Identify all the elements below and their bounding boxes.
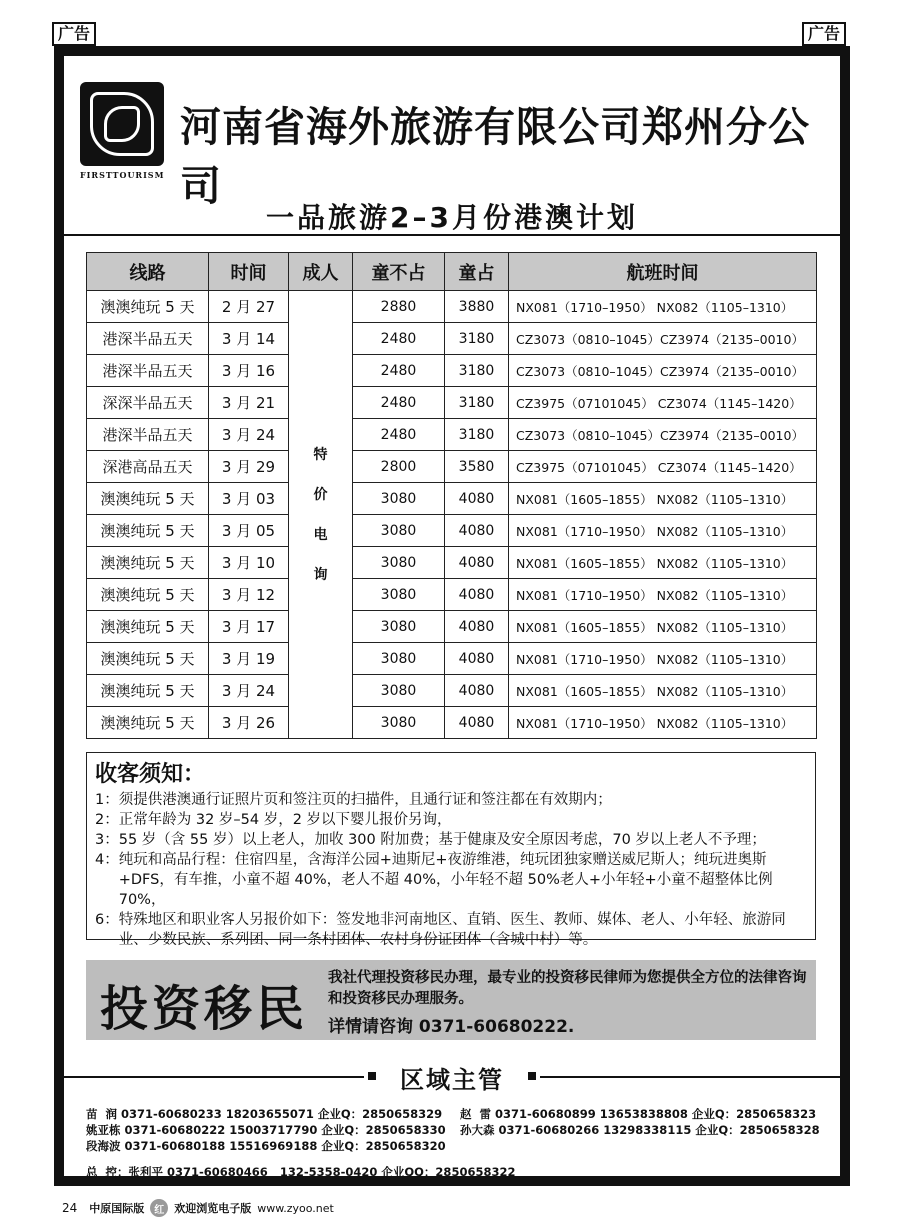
child-nobed-price-cell: 2480 [353, 355, 445, 387]
ad-frame [54, 46, 850, 1186]
table-row [87, 451, 817, 483]
child-nobed-price-cell: 3080 [353, 547, 445, 579]
flight-cell: NX081（1710–1950） NX082（1105–1310） [509, 291, 817, 323]
footer-welcome: 欢迎浏览电子版 [174, 1202, 252, 1215]
booking-notice [86, 752, 816, 948]
notice-item [95, 910, 807, 950]
route-cell: 澳澳纯玩 5 天 [87, 579, 209, 611]
notice-item-number: 1： [95, 792, 119, 808]
date-cell: 3 月 19 [209, 643, 289, 675]
table-row [87, 707, 817, 739]
route-cell: 澳澳纯玩 5 天 [87, 643, 209, 675]
flight-cell: NX081（1710–1950） NX082（1105–1310） [509, 515, 817, 547]
flight-cell: NX081（1605–1855） NX082（1105–1310） [509, 483, 817, 515]
region-header [64, 1058, 840, 1094]
child-nobed-price-cell: 3080 [353, 643, 445, 675]
special-char: 特 [313, 446, 328, 463]
table-row [87, 483, 817, 515]
table-row [87, 291, 817, 323]
child-nobed-price-cell: 3080 [353, 579, 445, 611]
table-row [87, 643, 817, 675]
special-char: 价 [313, 486, 328, 503]
child-nobed-price-cell: 2800 [353, 451, 445, 483]
child-bed-price-cell: 4080 [445, 515, 509, 547]
child-bed-price-cell: 3580 [445, 451, 509, 483]
notice-item-text: 55 岁（含 55 岁）以上老人，加收 300 附加费；基于健康及安全原因考虑，70 岁以上老人不予理； [118, 832, 766, 848]
route-cell: 深港高品五天 [87, 451, 209, 483]
route-cell: 深深半品五天 [87, 387, 209, 419]
child-bed-price-cell: 3180 [445, 419, 509, 451]
date-cell: 3 月 29 [209, 451, 289, 483]
child-bed-price-cell: 3880 [445, 291, 509, 323]
page-footer [62, 1196, 334, 1220]
table-row [87, 419, 817, 451]
ad-tag-right: 广告 [802, 22, 846, 46]
route-cell: 澳澳纯玩 5 天 [87, 515, 209, 547]
notice-item-number: 4： [95, 852, 119, 868]
child-bed-price-cell: 4080 [445, 483, 509, 515]
investment-immigration-banner [86, 960, 816, 1040]
date-cell: 3 月 10 [209, 547, 289, 579]
flight-cell: NX081（1605–1855） NX082（1105–1310） [509, 547, 817, 579]
flight-cell: NX081（1605–1855） NX082（1105–1310） [509, 611, 817, 643]
header-child-bed: 童占 [445, 253, 509, 291]
child-nobed-price-cell: 3080 [353, 707, 445, 739]
route-cell: 澳澳纯玩 5 天 [87, 483, 209, 515]
child-bed-price-cell: 4080 [445, 707, 509, 739]
plan-title: 一品旅游2–3月份港澳计划 [266, 201, 638, 234]
route-cell: 澳澳纯玩 5 天 [87, 611, 209, 643]
table-row [87, 355, 817, 387]
contact-row [86, 1106, 826, 1122]
edition-name: 中原国际版 [89, 1202, 145, 1215]
route-cell: 港深半品五天 [87, 355, 209, 387]
table-row [87, 675, 817, 707]
child-bed-price-cell: 3180 [445, 355, 509, 387]
child-nobed-price-cell: 2480 [353, 419, 445, 451]
page-number: 24 [62, 1201, 78, 1215]
date-cell: 3 月 21 [209, 387, 289, 419]
notice-item [95, 790, 807, 810]
footer-url[interactable]: www.zyoo.net [257, 1201, 334, 1215]
header-adult: 成人 [289, 253, 353, 291]
flight-cell: CZ3073（0810–1045）CZ3974（2135–0010） [509, 419, 817, 451]
contact-list [86, 1106, 826, 1180]
child-bed-price-cell: 3180 [445, 387, 509, 419]
special-char: 电 [313, 526, 328, 543]
contact-row [86, 1122, 826, 1138]
header-date: 时间 [209, 253, 289, 291]
notice-item-number: 6： [95, 912, 119, 928]
child-nobed-price-cell: 3080 [353, 483, 445, 515]
seal-icon: 红 [150, 1199, 168, 1217]
divider [64, 234, 840, 236]
flight-cell: CZ3975（07101045） CZ3074（1145–1420） [509, 387, 817, 419]
date-cell: 3 月 26 [209, 707, 289, 739]
contact-entry: 孙大森 0371-60680266 13298338115 企业Q：2850658328 [460, 1123, 820, 1137]
date-cell: 3 月 03 [209, 483, 289, 515]
child-bed-price-cell: 3180 [445, 323, 509, 355]
table-row [87, 323, 817, 355]
notice-item-number: 2： [95, 812, 119, 828]
contact-entry: 段海波 0371-60680188 15516969188 企业Q：2850658320 [86, 1139, 446, 1153]
contact-entry: 姚亚栋 0371-60680222 15003717790 企业Q：2850658330 [86, 1123, 446, 1137]
route-cell: 澳澳纯玩 5 天 [87, 707, 209, 739]
date-cell: 3 月 24 [209, 675, 289, 707]
route-cell: 港深半品五天 [87, 419, 209, 451]
route-cell: 港深半品五天 [87, 323, 209, 355]
adult-price-special [289, 291, 353, 739]
table-row [87, 579, 817, 611]
table-row [87, 611, 817, 643]
child-nobed-price-cell: 2880 [353, 291, 445, 323]
table-row [87, 547, 817, 579]
flight-cell: CZ3073（0810–1045）CZ3974（2135–0010） [509, 355, 817, 387]
flight-cell: CZ3975（07101045） CZ3074（1145–1420） [509, 451, 817, 483]
date-cell: 3 月 17 [209, 611, 289, 643]
date-cell: 3 月 24 [209, 419, 289, 451]
notice-item-text: 须提供港澳通行证照片页和签注页的扫描件，且通行证和签注都在有效期内； [118, 792, 612, 808]
contact-entry: 赵 雷 0371-60680899 13653838808 企业Q：2850658323 [460, 1107, 817, 1121]
flight-cell: CZ3073（0810–1045）CZ3974（2135–0010） [509, 323, 817, 355]
table-row [87, 387, 817, 419]
table-row [87, 515, 817, 547]
notice-item [95, 810, 807, 830]
invest-description: 我社代理投资移民办理，最专业的投资移民律师为您提供全方位的法律咨询和投资移民办理服务。 [328, 970, 807, 1007]
child-nobed-price-cell: 2480 [353, 323, 445, 355]
child-nobed-price-cell: 3080 [353, 675, 445, 707]
child-bed-price-cell: 4080 [445, 547, 509, 579]
divider [540, 1076, 840, 1078]
notice-item-number: 3： [95, 832, 119, 848]
date-cell: 2 月 27 [209, 291, 289, 323]
child-bed-price-cell: 4080 [445, 611, 509, 643]
special-char: 询 [313, 566, 328, 583]
header-flight: 航班时间 [509, 253, 817, 291]
invest-contact: 详情请咨询 0371-60680222. [328, 1017, 575, 1037]
notice-item-text: 正常年龄为 32 岁–54 岁，2 岁以下婴儿报价另询， [118, 812, 452, 828]
route-cell: 澳澳纯玩 5 天 [87, 291, 209, 323]
flight-cell: NX081（1605–1855） NX082（1105–1310） [509, 675, 817, 707]
table-header-row [87, 253, 817, 291]
header-child-nobed: 童不占 [353, 253, 445, 291]
child-bed-price-cell: 4080 [445, 579, 509, 611]
notice-item [95, 850, 807, 910]
child-nobed-price-cell: 2480 [353, 387, 445, 419]
general-manager-contact: 总 控：张利平 0371-60680466 132-5358-0420 企业QQ：2850658322 [86, 1165, 516, 1179]
contact-entry: 苗 润 0371-60680233 18203655071 企业Q：2850658329 [86, 1107, 443, 1121]
child-nobed-price-cell: 3080 [353, 515, 445, 547]
route-cell: 澳澳纯玩 5 天 [87, 547, 209, 579]
child-bed-price-cell: 4080 [445, 675, 509, 707]
child-bed-price-cell: 4080 [445, 643, 509, 675]
notice-item-text: 纯玩和高品行程：住宿四星，含海洋公园+迪斯尼+夜游维港，纯玩团独家赠送威尼斯人；纯玩进奥斯+DFS，有车推，小童不超 40%，老人不超 40%，小年轻不超 50%老人+小年轻+小童不超整体比例 70%， [118, 852, 773, 908]
child-nobed-price-cell: 3080 [353, 611, 445, 643]
date-cell: 3 月 16 [209, 355, 289, 387]
company-logo [80, 82, 164, 166]
region-title: 区域主管 [400, 1066, 504, 1094]
company-name: 河南省海外旅游有限公司郑州分公司 [180, 103, 810, 210]
notice-item-text: 特殊地区和职业客人另报价如下：签发地非河南地区、直销、医生、教师、媒体、老人、小年轻、旅游同业、少数民族、系列团、同一条村团体、农村身份证团体（含城中村）等。 [118, 912, 786, 948]
header [64, 56, 840, 236]
schedule-table [86, 252, 817, 739]
notice-item [95, 830, 807, 850]
route-cell: 澳澳纯玩 5 天 [87, 675, 209, 707]
ad-tag-left: 广告 [52, 22, 96, 46]
notice-title: 收客须知： [95, 762, 206, 787]
flight-cell: NX081（1710–1950） NX082（1105–1310） [509, 643, 817, 675]
date-cell: 3 月 12 [209, 579, 289, 611]
square-bullet-icon [368, 1072, 376, 1080]
invest-title: 投资移民 [100, 981, 309, 1037]
header-route: 线路 [87, 253, 209, 291]
date-cell: 3 月 05 [209, 515, 289, 547]
flight-cell: NX081（1710–1950） NX082（1105–1310） [509, 707, 817, 739]
square-bullet-icon [528, 1072, 536, 1080]
date-cell: 3 月 14 [209, 323, 289, 355]
divider [64, 1076, 364, 1078]
flight-cell: NX081（1710–1950） NX082（1105–1310） [509, 579, 817, 611]
contact-row [86, 1138, 826, 1154]
logo-caption: FIRSTTOURISM [80, 170, 165, 180]
